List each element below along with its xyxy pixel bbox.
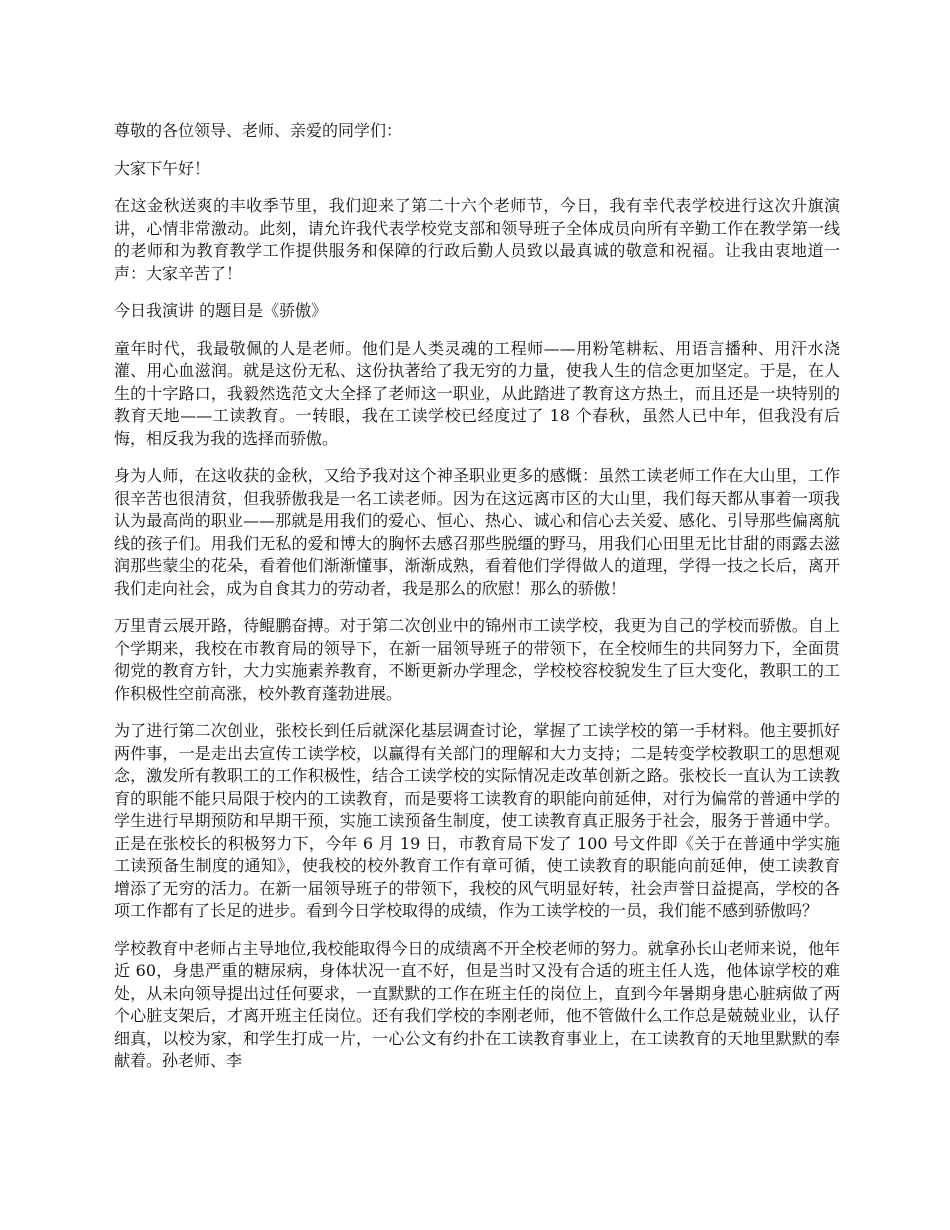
paragraph-school-pride: 万里青云展开路，待鲲鹏奋搏。对于第二次创业中的锦州市工读学校，我更为自己的学校而骄傲。自上个学期来，我校在市教育局的领导下，在新一届领导班子的带领下，在全校师生的共同努力下，全面贯彻党的教育方针，大力实施素养教育，不断更新办学理念，学校校容校貌发生了巨大变化，教职工的工作积极性空前高涨，校外教育蓬勃进展。 [114, 616, 840, 703]
document-page [114, 120, 840, 1088]
paragraph-teachers-effort: 学校教育中老师占主导地位,我校能取得今日的成绩离不开全校老师的努力。就拿孙长山老师来说，他年近 60，身患严重的糖尿病，身体状况一直不好，但是当时又没有合适的班主任人选，他体谅学校的难处，从未向领导提出过任何要求，一直默默的工作在班主任的岗位上，直到今年暑期身患心脏病做了两个心脏支架后，才离开班主任岗位。还有我们学校的李刚老师，他不管做什么工作总是兢兢业业，认仔细真，以校为家，和学生打成一片，一心公文有约扑在工读教育事业上，在工读教育的天地里默默的奉献着。孙老师、李 [114, 938, 840, 1070]
greeting: 大家下午好！ [114, 158, 211, 178]
paragraph-childhood: 童年时代，我最敬佩的人是老师。他们是人类灵魂的工程师——用粉笔耕耘、用语言播种、用汗水浇灌、用心血滋润。就是这份无私、这份执著给了我无穷的力量，使我人生的信念更加坚定。于是，在人生的十字路口，我毅然选范文大全择了老师这一职业，从此踏进了教育这方热土，而且还是一块特别的教育天地——工读教育。一转眼，我在工读学校已经度过了 18 个春秋，虽然人已中年，但我没有后悔，相反我为我的选择而骄傲。 [114, 338, 840, 448]
paragraph-intro: 在这金秋送爽的丰收季节里，我们迎来了第二十六个老师节，今日，我有幸代表学校进行这次升旗演讲，心情非常激动。此刻，请允许我代表学校党支部和领导班子全体成员向所有辛勤工作在教学第一线的老师和为教育教学工作提供服务和保障的行政后勤人员致以最真诚的敬意和祝福。让我由衷地道一声：大家辛苦了！ [114, 196, 840, 283]
speech-title-line: 今日我演讲 的题目是《骄傲》 [114, 301, 328, 320]
paragraph-teacher-pride: 身为人师，在这收获的金秋，又给予我对这个神圣职业更多的感慨：虽然工读老师工作在大山里，工作很辛苦也很清贫，但我骄傲我是一名工读老师。因为在这远离市区的大山里，我们每天都从事着一项我认为最高尚的职业——那就是用我们的爱心、恒心、热心、诚心和信心去关爱、感化、引导那些偏离航线的孩子们。用我们无私的爱和博大的胸怀去感召那些脱缰的野马，用我们心田里无比甘甜的雨露去滋润那些蒙尘的花朵，看着他们渐渐懂事，渐渐成熟，看着他们学得做人的道理，学得一技之长后，离开我们走向社会，成为自食其力的劳动者，我是那么的欣慰！那么的骄傲！ [114, 466, 840, 598]
paragraph-second-venture: 为了进行第二次创业，张校长到任后就深化基层调查讨论，掌握了工读学校的第一手材料。他主要抓好两件事，一是走出去宣传工读学校，以赢得有关部门的理解和大力支持；二是转变学校教职工的思想观念，激发所有教职工的工作积极性，结合工读学校的实际情况走改革创新之路。张校长一直认为工读教育的职能不能只局限于校内的工读教育，而是要将工读教育的职能向前延伸，对行为偏常的普通中学的学生进行早期预防和早期干预，实施工读预备生制度，使工读教育真正服务于社会，服务于普通中学。正是在张校长的积极努力下，今年 6 月 19 日，市教育局下发了 100 号文件即《关于在普通中学实施工读预备生制度的通知》，使我校的校外教育工作有章可循，使工读教育的职能向前延伸，使工读教育增添了无穷的活力。在新一届领导班子的带领下，我校的风气明显好转，社会声誉日益提高，学校的各项工作都有了长足的进步。看到今日学校取得的成绩，作为工读学校的一员，我们能不感到骄傲吗？ [114, 721, 840, 920]
salutation: 尊敬的各位领导、老师、亲爱的同学们： [114, 121, 403, 140]
